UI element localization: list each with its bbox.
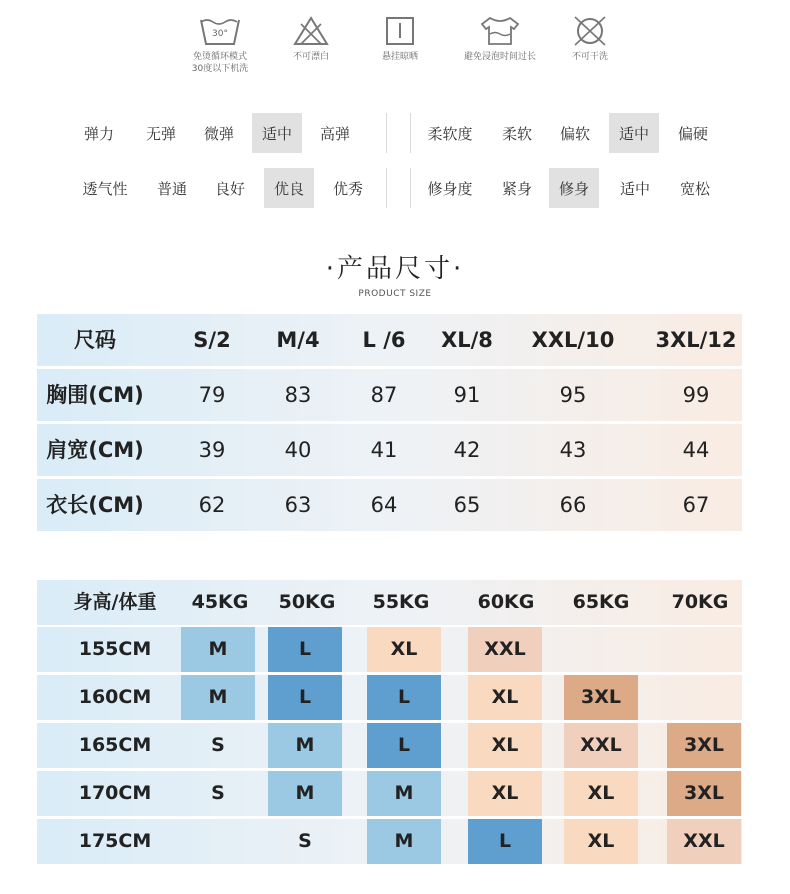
size-value: 64 bbox=[370, 493, 398, 517]
care-label: 悬挂晾晒 bbox=[381, 52, 418, 62]
attr-option: 偏软 bbox=[559, 124, 590, 143]
size-value: 40 bbox=[284, 438, 312, 462]
size-recommendation-cell: 3XL bbox=[564, 675, 638, 720]
no-soak-icon bbox=[478, 14, 522, 48]
attr-option: 高弹 bbox=[319, 124, 350, 143]
size-recommendation-cell: XL bbox=[564, 771, 638, 816]
size-value: 83 bbox=[284, 383, 312, 407]
height-label: 175CM bbox=[78, 830, 152, 852]
attr-option: 优秀 bbox=[332, 179, 363, 198]
care-dryclean bbox=[535, 14, 645, 63]
attr-option: 宽松 bbox=[679, 179, 710, 198]
attr-softness bbox=[410, 113, 731, 153]
size-recommendation-cell: XL bbox=[564, 819, 638, 864]
size-value: 63 bbox=[284, 493, 312, 517]
size-table-row bbox=[37, 479, 742, 531]
size-recommendation-cell: XL bbox=[468, 771, 542, 816]
size-recommendation-cell: S bbox=[211, 782, 225, 804]
size-recommendation-cell: M bbox=[181, 627, 255, 672]
attr-option-selected: 适中 bbox=[609, 113, 659, 153]
attr-label: 柔软度 bbox=[427, 124, 473, 143]
size-value: 67 bbox=[682, 493, 710, 517]
size-value: M/4 bbox=[276, 328, 320, 352]
recommend-header bbox=[37, 580, 742, 625]
size-recommendation-cell: XL bbox=[367, 627, 441, 672]
size-row-label: 尺码 bbox=[74, 328, 116, 352]
size-row-label: 胸围(CM) bbox=[46, 383, 144, 407]
size-recommendation-cell: M bbox=[367, 819, 441, 864]
attr-option: 无弹 bbox=[145, 124, 176, 143]
no-dry-clean-icon bbox=[570, 14, 610, 48]
attr-breathability bbox=[66, 168, 387, 208]
size-row-label: 衣长(CM) bbox=[46, 493, 144, 517]
size-recommendation-cell: XXL bbox=[667, 819, 741, 864]
height-label: 160CM bbox=[78, 686, 152, 708]
attr-option: 柔软 bbox=[501, 124, 532, 143]
attr-option: 微弹 bbox=[203, 124, 234, 143]
attr-elasticity bbox=[66, 113, 387, 153]
size-value: 3XL/12 bbox=[655, 328, 737, 352]
weight-header: 65KG bbox=[572, 591, 630, 613]
size-table-header bbox=[37, 314, 742, 366]
weight-header: 45KG bbox=[191, 591, 249, 613]
size-recommendation-cell: L bbox=[268, 627, 342, 672]
care-label: 免烫循环模式 30度以下机洗 bbox=[191, 52, 249, 74]
height-label: 155CM bbox=[78, 638, 152, 660]
attr-label: 弹力 bbox=[83, 124, 114, 143]
attr-option-selected: 适中 bbox=[252, 113, 302, 153]
attr-fit bbox=[410, 168, 731, 208]
attr-option: 良好 bbox=[214, 179, 245, 198]
size-value: 95 bbox=[559, 383, 587, 407]
attr-label: 修身度 bbox=[427, 179, 473, 198]
size-value: L /6 bbox=[362, 328, 406, 352]
section-title: ·产品尺寸· bbox=[325, 254, 465, 284]
attr-option: 适中 bbox=[619, 179, 650, 198]
size-value: 91 bbox=[453, 383, 481, 407]
size-value: 41 bbox=[370, 438, 398, 462]
size-recommendation-cell: XXL bbox=[564, 723, 638, 768]
size-recommendation-cell: M bbox=[268, 771, 342, 816]
size-table-row bbox=[37, 424, 742, 476]
size-recommendation-cell: S bbox=[298, 830, 312, 852]
size-recommendation-cell: XL bbox=[468, 675, 542, 720]
attr-option: 偏硬 bbox=[677, 124, 708, 143]
attr-option-selected: 优良 bbox=[264, 168, 314, 208]
size-value: XL/8 bbox=[441, 328, 493, 352]
size-value: 43 bbox=[559, 438, 587, 462]
size-recommendation-cell: XXL bbox=[468, 627, 542, 672]
size-value: 66 bbox=[559, 493, 587, 517]
care-label: 不可干洗 bbox=[571, 52, 608, 62]
size-recommendation-cell: M bbox=[268, 723, 342, 768]
size-value: XXL/10 bbox=[531, 328, 615, 352]
weight-header: 70KG bbox=[671, 591, 729, 613]
size-value: 79 bbox=[198, 383, 226, 407]
size-recommendation-cell: 3XL bbox=[667, 771, 741, 816]
care-hang bbox=[345, 14, 455, 63]
size-recommendation-cell: L bbox=[468, 819, 542, 864]
size-recommendation-cell: L bbox=[367, 723, 441, 768]
size-recommendation-cell: XL bbox=[468, 723, 542, 768]
height-label: 170CM bbox=[78, 782, 152, 804]
hang-dry-icon bbox=[380, 14, 420, 48]
size-recommendation-cell: 3XL bbox=[667, 723, 741, 768]
weight-header: 55KG bbox=[372, 591, 430, 613]
weight-header: 60KG bbox=[477, 591, 535, 613]
size-row-label: 肩宽(CM) bbox=[46, 438, 144, 462]
size-recommendation-cell: L bbox=[367, 675, 441, 720]
attr-option: 普通 bbox=[156, 179, 187, 198]
attr-label: 透气性 bbox=[82, 179, 128, 198]
height-label: 165CM bbox=[78, 734, 152, 756]
attr-option-selected: 修身 bbox=[549, 168, 599, 208]
attr-option: 紧身 bbox=[501, 179, 532, 198]
size-recommendation-cell: S bbox=[211, 734, 225, 756]
size-value: 39 bbox=[198, 438, 226, 462]
size-value: 42 bbox=[453, 438, 481, 462]
care-label: 避免浸泡时间过长 bbox=[463, 52, 536, 62]
weight-header: 50KG bbox=[278, 591, 336, 613]
no-bleach-icon bbox=[291, 14, 331, 48]
size-value: 65 bbox=[453, 493, 481, 517]
size-value: 44 bbox=[682, 438, 710, 462]
size-recommendation-cell: M bbox=[181, 675, 255, 720]
size-table-row bbox=[37, 369, 742, 421]
size-value: S/2 bbox=[193, 328, 231, 352]
size-value: 87 bbox=[370, 383, 398, 407]
care-label: 不可漂白 bbox=[292, 52, 329, 62]
size-value: 62 bbox=[198, 493, 226, 517]
size-recommendation-cell: M bbox=[367, 771, 441, 816]
section-subtitle: PRODUCT SIZE bbox=[358, 289, 432, 299]
wash-temp: 30° bbox=[212, 29, 228, 39]
size-recommendation-cell: L bbox=[268, 675, 342, 720]
recommend-corner-label: 身高/体重 bbox=[73, 591, 157, 613]
wash-30-icon bbox=[197, 14, 243, 48]
size-value: 99 bbox=[682, 383, 710, 407]
